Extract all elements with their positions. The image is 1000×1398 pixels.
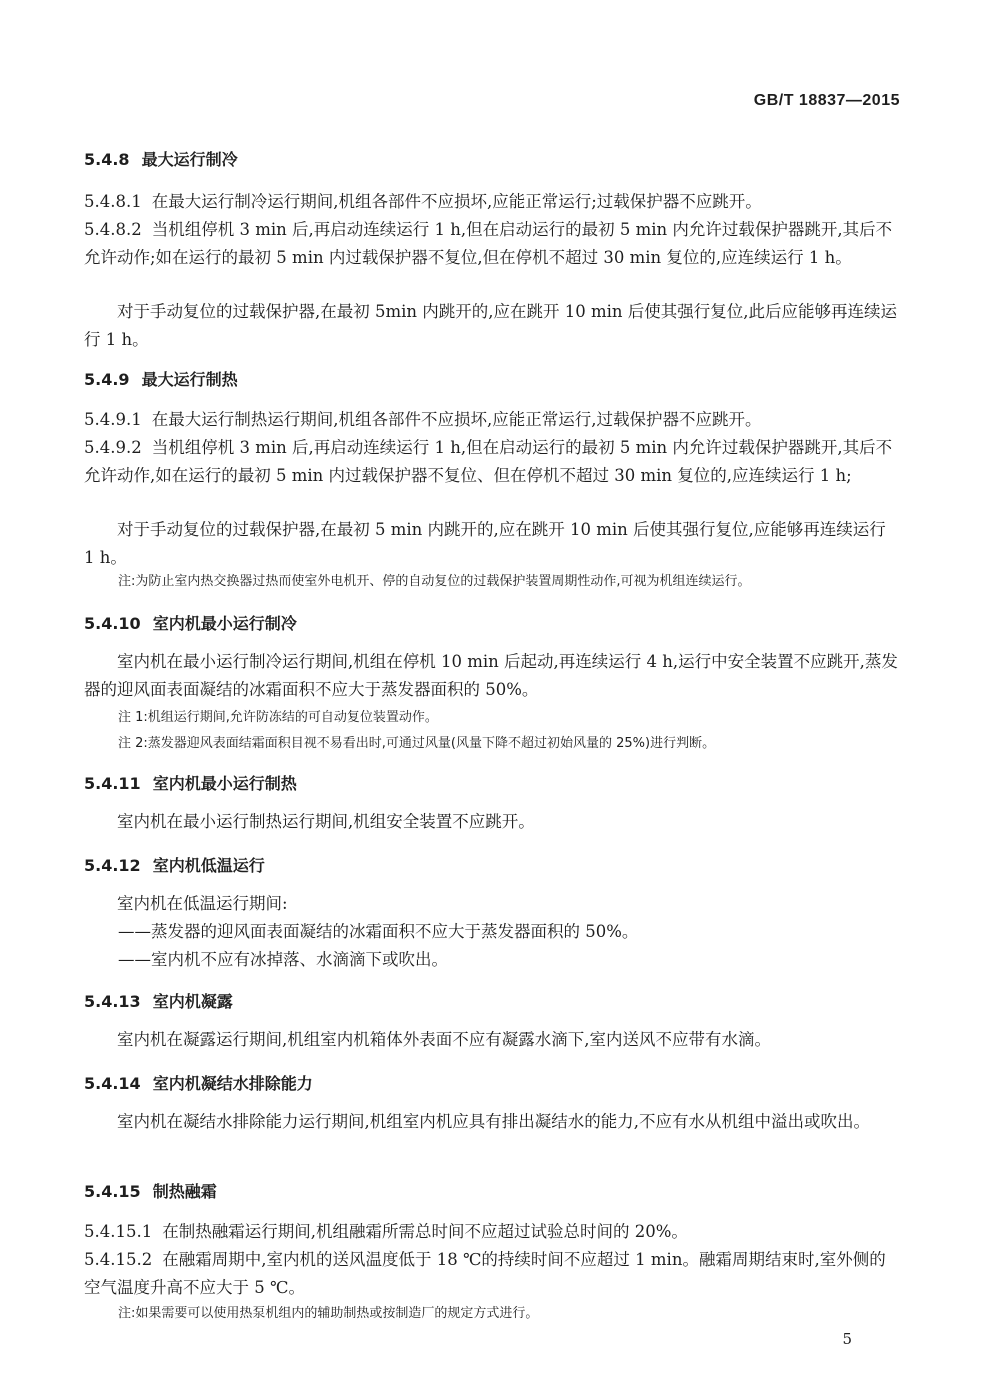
clause-5-4-8-2 [84, 216, 899, 272]
note: 注:如果需要可以使用热泵机组内的辅助制热或按制造厂的规定方式进行。 [118, 1306, 539, 1321]
clause-5-4-9-1 [84, 406, 899, 434]
clause-5-4-8-1 [84, 188, 899, 216]
section-title: 室内机最小运行制冷 [152, 614, 297, 633]
section-number: 5.4.9 [84, 370, 130, 389]
paragraph: 室内机在低温运行期间: [117, 894, 288, 913]
section-number: 5.4.15 [84, 1182, 141, 1201]
paragraph: 室内机在凝结水排除能力运行期间,机组室内机应具有排出凝结水的能力,不应有水从机组中溢出或吹出。 [117, 1112, 870, 1131]
clause-number: 5.4.9.2 [84, 438, 142, 457]
dash-list-item: ——蒸发器的迎风面表面凝结的冰霜面积不应大于蒸发器面积的 50%。 [118, 922, 639, 941]
section-heading-5-4-11 [84, 770, 899, 798]
section-number: 5.4.10 [84, 614, 141, 633]
section-number: 5.4.13 [84, 992, 141, 1011]
section-heading-5-4-8 [84, 146, 899, 174]
section-heading-5-4-10 [84, 610, 899, 638]
dash-list-item: ——室内机不应有冰掉落、水滴滴下或吹出。 [118, 950, 448, 969]
page-number: 5 [842, 1330, 852, 1348]
clause-number: 5.4.9.1 [84, 410, 142, 429]
note-1: 注 1:机组运行期间,允许防冻结的可自动复位装置动作。 [118, 710, 438, 725]
section-heading-5-4-9 [84, 366, 899, 394]
section-number: 5.4.14 [84, 1074, 141, 1093]
section-title: 室内机最小运行制热 [152, 774, 297, 793]
clause-5-4-15-1 [84, 1218, 899, 1246]
paragraph: 室内机在最小运行制冷运行期间,机组在停机 10 min 后起动,再连续运行 4 h,运行中安全装置不应跳开,蒸发器的迎风面表面凝结的冰霜面积不应大于蒸发器面积的 50%。 [84, 652, 898, 699]
clause-text: 在制热融霜运行期间,机组融霜所需总时间不应超过试验总时间的 20%。 [162, 1222, 688, 1241]
note-2: 注 2:蒸发器迎风表面结霜面积目视不易看出时,可通过风量(风量下降不超过初始风量的 25%)进行判断。 [118, 736, 716, 751]
section-title: 最大运行制冷 [141, 150, 238, 169]
clause-text: 在最大运行制冷运行期间,机组各部件不应损坏,应能正常运行;过载保护器不应跳开。 [151, 192, 762, 211]
section-number: 5.4.11 [84, 774, 141, 793]
section-number: 5.4.8 [84, 150, 130, 169]
section-heading-5-4-12 [84, 852, 899, 880]
standard-code: GB/T 18837—2015 [753, 92, 900, 109]
note: 注:为防止室内热交换器过热而使室外电机开、停的自动复位的过载保护装置周期性动作,可视为机组连续运行。 [118, 574, 751, 589]
clause-text: 当机组停机 3 min 后,再启动连续运行 1 h,但在启动运行的最初 5 min 内允许过载保护器跳开,其后不允许动作;如在运行的最初 5 min 内过载保护器不复位,但在停机不超过 30 min 复位的,应连续运行 1 h。 [84, 220, 893, 267]
clause-text: 在融霜周期中,室内机的送风温度低于 18 ℃的持续时间不应超过 1 min。融霜周期结束时,室外侧的空气温度升高不应大于 5 ℃。 [84, 1250, 886, 1297]
section-title: 最大运行制热 [141, 370, 238, 389]
paragraph-manual-reset: 对于手动复位的过载保护器,在最初 5 min 内跳开的,应在跳开 10 min 后使其强行复位,应能够再连续运行 1 h。 [84, 520, 886, 567]
clause-text: 当机组停机 3 min 后,再启动连续运行 1 h,但在启动运行的最初 5 min 内允许过载保护器跳开,其后不允许动作,如在运行的最初 5 min 内过载保护器不复位、但在停机不超过 30 min 复位的,应连续运行 1 h; [84, 438, 893, 485]
paragraph-manual-reset: 对于手动复位的过载保护器,在最初 5min 内跳开的,应在跳开 10 min 后使其强行复位,此后应能够再连续运行 1 h。 [84, 302, 898, 349]
paragraph: 室内机在最小运行制热运行期间,机组安全装置不应跳开。 [117, 812, 535, 831]
section-title: 制热融霜 [152, 1182, 217, 1201]
clause-number: 5.4.15.2 [84, 1250, 153, 1269]
clause-5-4-15-2 [84, 1246, 899, 1302]
section-number: 5.4.12 [84, 856, 141, 875]
clause-number: 5.4.8.2 [84, 220, 142, 239]
clause-text: 在最大运行制热运行期间,机组各部件不应损坏,应能正常运行,过载保护器不应跳开。 [151, 410, 762, 429]
section-heading-5-4-14 [84, 1070, 899, 1098]
section-title: 室内机低温运行 [152, 856, 265, 875]
clause-number: 5.4.15.1 [84, 1222, 153, 1241]
clause-number: 5.4.8.1 [84, 192, 142, 211]
section-heading-5-4-15 [84, 1178, 899, 1206]
section-title: 室内机凝露 [152, 992, 233, 1011]
clause-5-4-9-2 [84, 434, 899, 490]
section-title: 室内机凝结水排除能力 [152, 1074, 313, 1093]
paragraph: 室内机在凝露运行期间,机组室内机箱体外表面不应有凝露水滴下,室内送风不应带有水滴。 [117, 1030, 771, 1049]
section-heading-5-4-13 [84, 988, 899, 1016]
